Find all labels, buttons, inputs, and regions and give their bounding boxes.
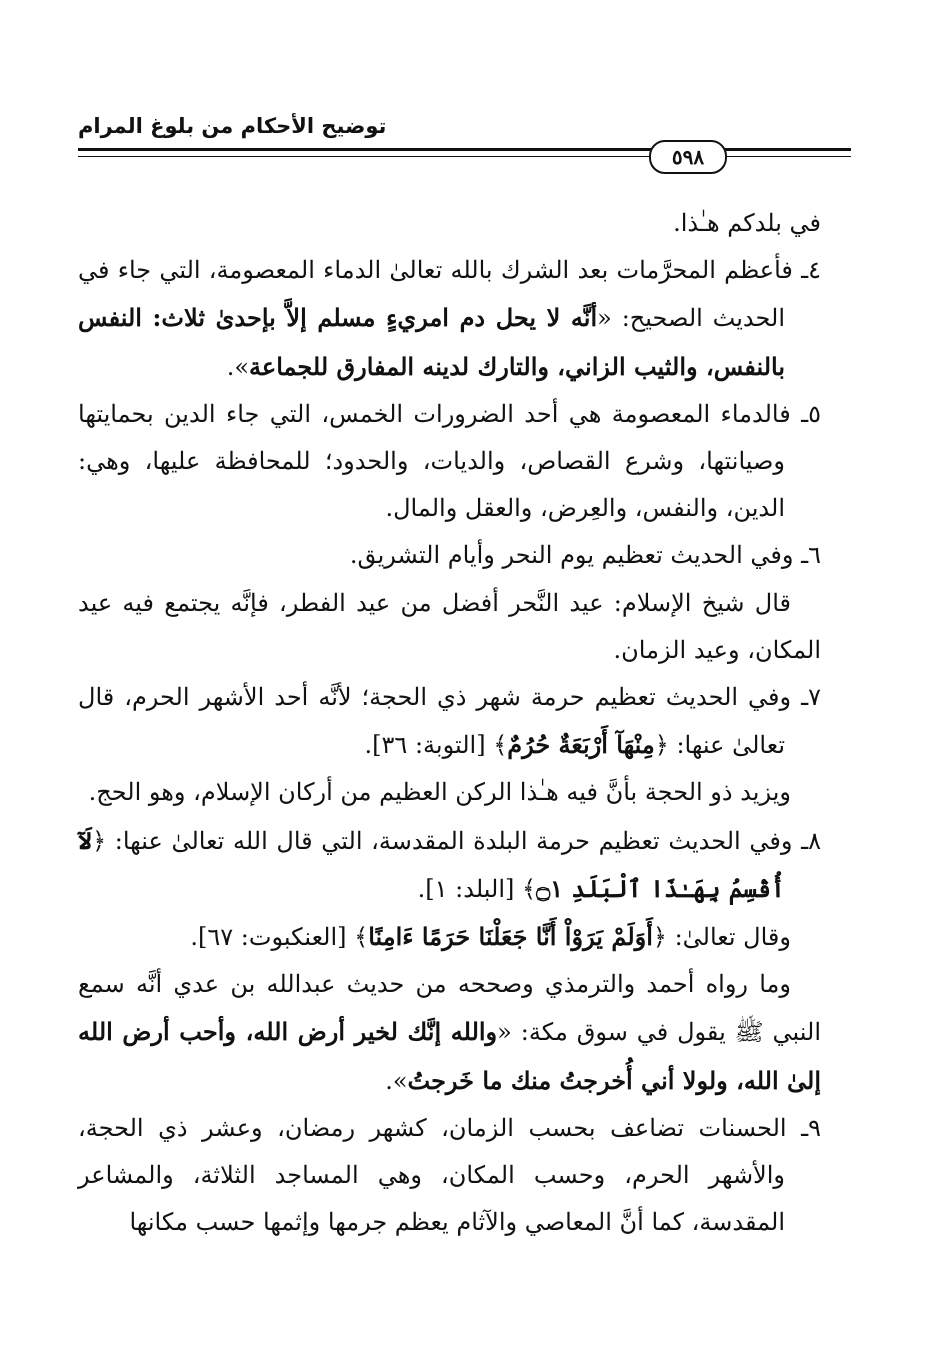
text-paragraph [78,580,821,674]
header-rule-left-bottom [78,156,851,157]
item-number: ٧ـ [801,683,821,712]
text-segment: وفي الحديث تعظيم حرمة البلدة المقدسة، التي قال الله تعالىٰ عنها: ﴿ [92,826,802,855]
text-segment: قال شيخ الإسلام: عيد النَّحر أفضل من عيد الفطر، فإنَّه يجتمع فيه عيد المكان، وعيد الزمان. [78,588,821,664]
text-segment: الحسنات تضاعف بحسب الزمان، كشهر رمضان، وعشر ذي الحجة، والأشهر الحرم، وحسب المكان، وهي المساجد الثلاثة، والمشاعر المقدسة، كما أنَّ المعاصي والآثام يعظم جرمها وإثمها حسب مكانها [78,1113,802,1237]
hadith-text: أنَّه لا يحل دم امريءٍ مسلم إلاَّ بإحدىٰ ثلاث: النفس بالنفس، والثيب الزاني، والتارك لدينه المفارق للجماعة [78,303,785,381]
text-segment: ﴾ [التوبة: ٣٦]. [364,731,508,760]
page-header [78,108,851,188]
numbered-paragraph [78,1105,821,1247]
page-body [78,200,821,1246]
item-number: ٦ـ [801,541,821,570]
text-segment: وقال تعالىٰ: ﴿ [652,923,791,952]
item-number: ٩ـ [801,1113,821,1142]
numbered-paragraph [78,391,821,533]
item-number: ٨ـ [801,826,821,855]
numbered-paragraph [78,532,821,579]
item-number: ٥ـ [801,399,821,428]
text-paragraph [78,200,821,247]
text-segment: ». [385,1066,408,1095]
quran-verse: لَآ أُقْسِمُ بِهَـٰذَا ٱلْبَلَدِ ۝١ [78,825,785,903]
text-paragraph [78,913,821,961]
text-segment: وفي الحديث تعظيم يوم النحر وأيام التشريق. [349,541,802,570]
running-title: توضيح الأحكام من بلوغ المرام [78,114,387,138]
text-segment: وما رواه أحمد والترمذي وصححه من حديث عبدالله بن عدي أنَّه سمع النبي ﷺ يقول في سوق مكة: « [78,970,821,1047]
text-segment: فالدماء المعصومة هي أحد الضرورات الخمس، التي جاء الدين بحمايتها وصيانتها، وشرع القصاص، والديات، والحدود؛ للمحافظة عليها، وهي: الدين، والنفس، والعِرض، والعقل والمال. [78,399,802,523]
text-segment: ». [226,352,250,381]
text-paragraph [78,769,821,816]
numbered-paragraph [78,674,821,769]
text-segment: ﴾ [البلد: ١]. [417,874,537,903]
numbered-paragraph [78,817,821,913]
header-rule-left-top [78,148,851,151]
text-segment: ﴾ [العنكبوت: ٦٧]. [190,923,369,952]
text-segment: في بلدكم هـٰذا. [673,209,821,237]
text-segment: ويزيد ذو الحجة بأنَّ فيه هـٰذا الركن العظيم من أركان الإسلام، وهو الحج. [88,778,791,807]
text-segment: وفي الحديث تعظيم حرمة شهر ذي الحجة؛ لأنَّه أحد الأشهر الحرم، قال تعالىٰ عنها: ﴿ [78,683,802,760]
numbered-paragraph [78,247,821,391]
page-number: ٥٩٨ [649,140,727,174]
text-segment: فأعظم المحرَّمات بعد الشرك بالله تعالىٰ الدماء المعصومة، التي جاء في الحديث الصحيح: « [78,256,802,333]
quran-verse: مِنْهَآ أَرْبَعَةٌ حُرُمٌ [507,730,655,760]
quran-verse: أَوَلَمْ يَرَوْاْ أَنَّا جَعَلْنَا حَرَمًا ءَامِنًا [368,922,653,952]
text-paragraph [78,961,821,1105]
hadith-text: والله إنَّك لخير أرض الله، وأحب أرض الله إلىٰ الله، ولولا أني أُخرجتُ منك ما خَرجتُ [78,1017,821,1095]
item-number: ٤ـ [801,256,821,285]
